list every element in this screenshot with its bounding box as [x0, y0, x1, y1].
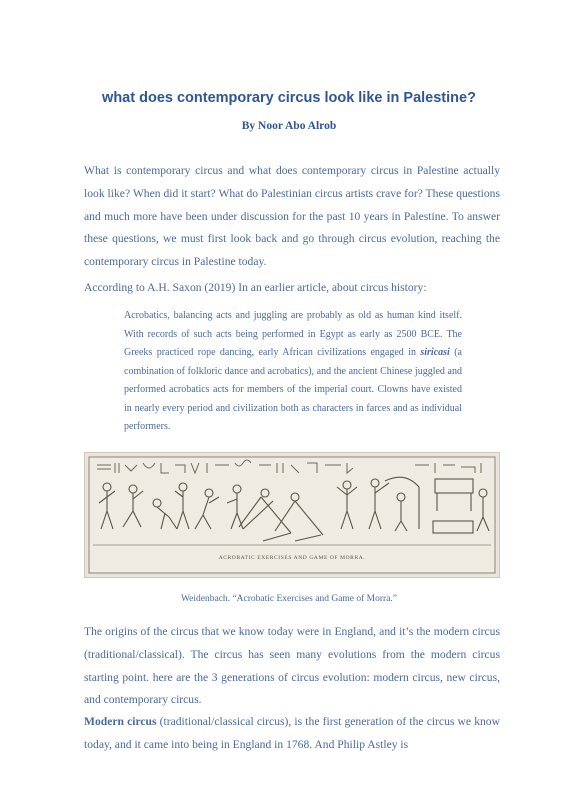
- block-quote: [124, 307, 462, 437]
- quote-emphasis: siricasi: [420, 347, 450, 358]
- quote-text-start: Acrobatics, balancing acts and juggling are probably as old as human kind itself. With records of such acts being performed in Egypt as early as 2500 BCE. The Greeks practiced rope dancing, early African civilizations engaged in: [124, 310, 462, 358]
- article-title: what does contemporary circus look like in Palestine?: [102, 90, 476, 106]
- modern-circus-text: (traditional/classical circus), is the first generation of the circus we know today, and it came into being in England in 1768. And Philip Astley is: [84, 715, 500, 751]
- article-author: By Noor Abo Alrob: [241, 120, 337, 132]
- figure-caption: Weidenbach. “Acrobatic Exercises and Game of Morra.”: [180, 594, 398, 604]
- figure-inscription: ACROBATIC EXERCISES AND GAME OF MORRA.: [218, 555, 366, 561]
- quote-text-end: (a combination of folkloric dance and acrobatics), and the ancient Chinese juggled and performed acrobatics acts for members of the imperial court. Clowns have existed in nearly every period and civilization both as characters in farces and as individual performers.: [124, 347, 462, 432]
- intro-paragraph: What is contemporary circus and what does contemporary circus in Palestine actually look like? When did it start? What do Palestinian circus artists crave for? These questions and much more have been under discussion for the past 10 years in Palestine. To answer these questions, we must first look back and go through circus evolution, reaching the contemporary circus in Palestine today.: [84, 164, 500, 269]
- modern-circus-paragraph: [84, 711, 500, 757]
- origins-paragraph: The origins of the circus that we know today were in England, and it’s the modern circus (traditional/classical). The circus has seen many evolutions from the modern circus starting point. here are the 3 generations of circus evolution: modern circus, new circus, and contemporary circus.: [84, 625, 500, 707]
- hieroglyph-relief-image: [85, 453, 499, 577]
- citation-lead: According to A.H. Saxon (2019) In an earlier article, about circus history:: [84, 281, 427, 294]
- modern-circus-label: Modern circus: [84, 715, 157, 728]
- acrobatics-figure: [84, 452, 500, 578]
